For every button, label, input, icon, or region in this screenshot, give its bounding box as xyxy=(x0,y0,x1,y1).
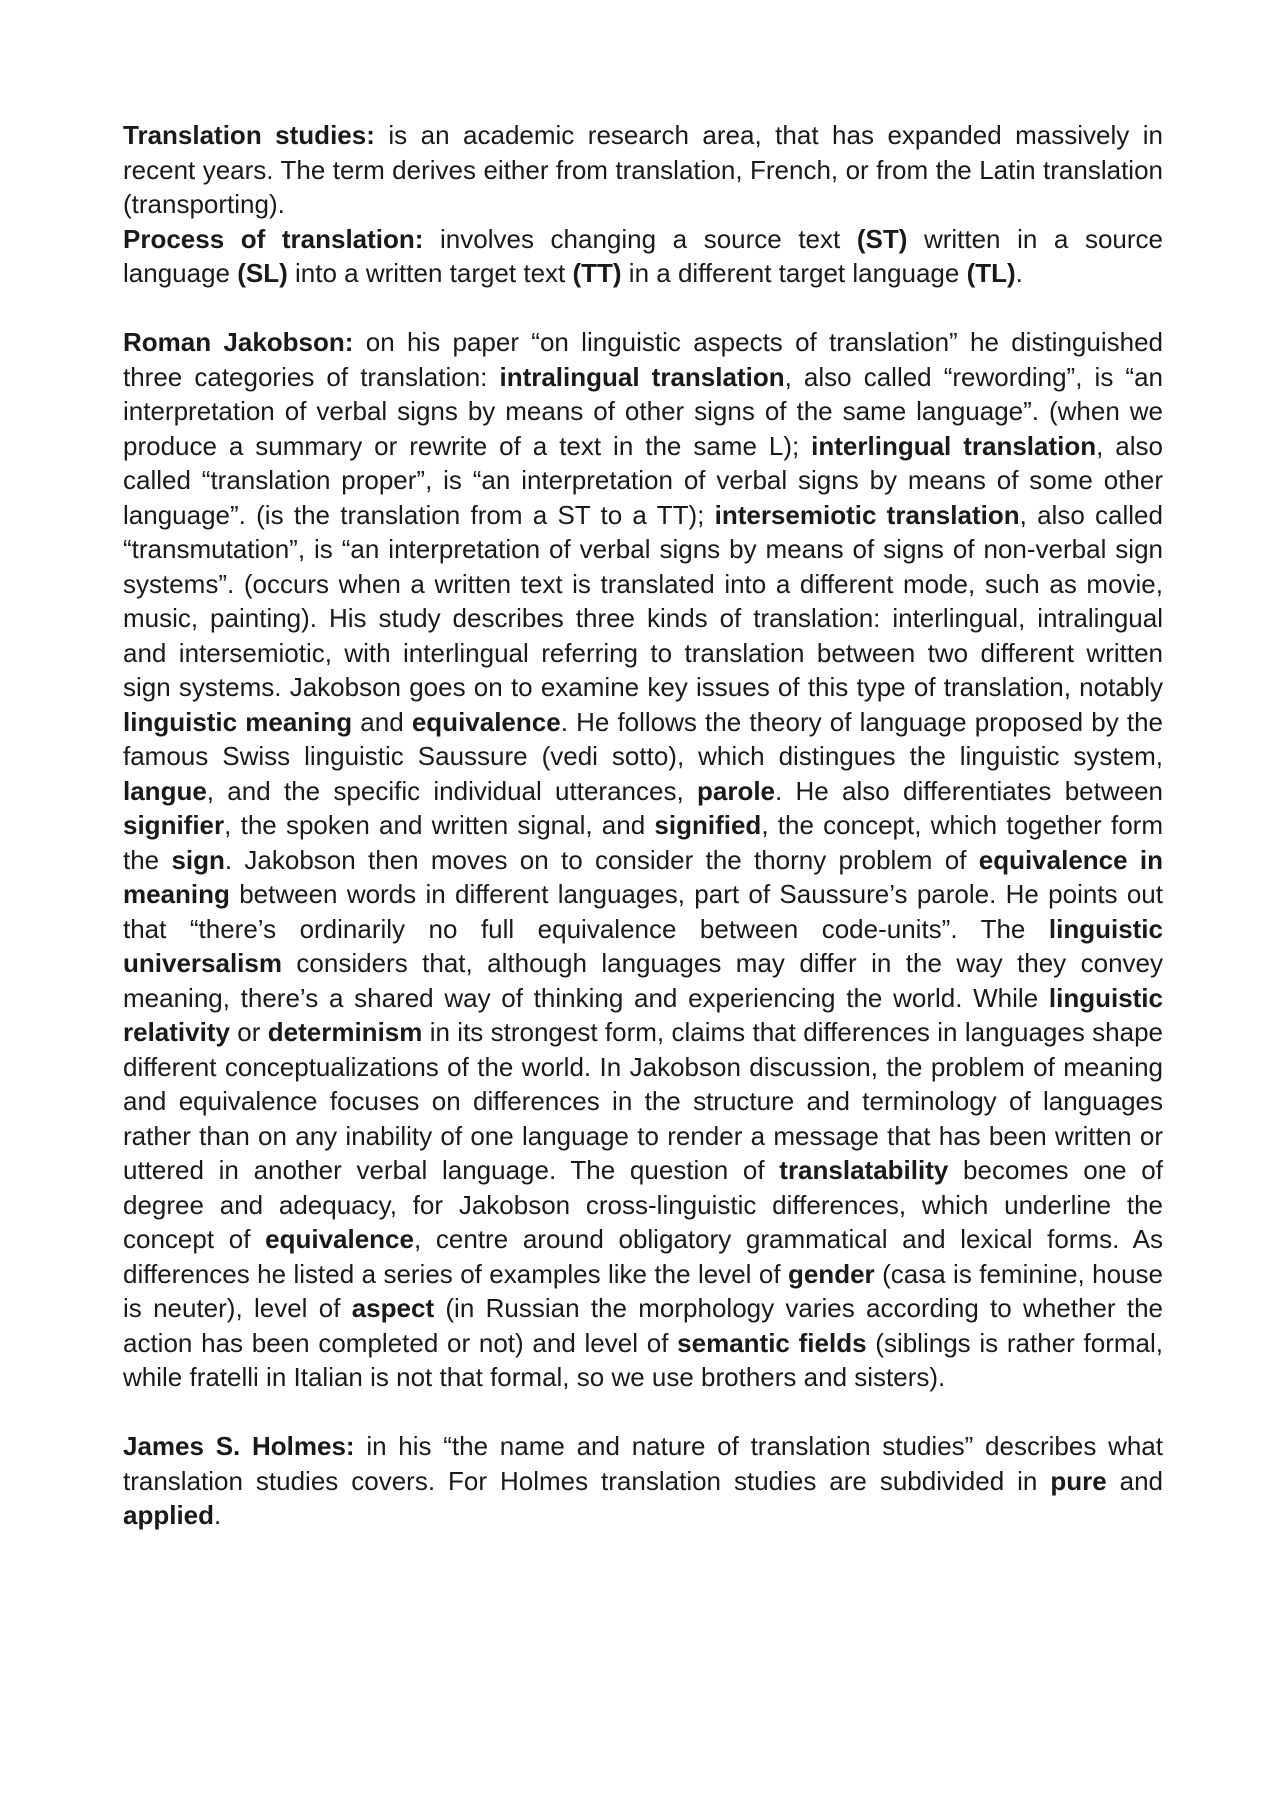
paragraph-spacer xyxy=(123,291,1163,326)
bold-term: signifier xyxy=(123,810,225,840)
bold-term: translatability xyxy=(779,1155,949,1185)
bold-term: Process of translation: xyxy=(123,223,424,254)
body-text: or xyxy=(229,1017,268,1047)
body-text: , the spoken and written signal, and xyxy=(224,810,655,840)
bold-term: (SL) xyxy=(237,258,288,288)
body-text: , the concept, which together form the xyxy=(123,810,1163,875)
body-text: in its strongest form, claims that differences in languages shape different conceptualizations of the world. In Jakobson discussion, the problem of meaning and equivalence focuses on differences in the structure and terminology of languages rather than on any inability of one language to render a message that has been written or uttered in another verbal language. The question of xyxy=(123,1017,1163,1185)
body-text: , also called “translation proper”, is “an interpretation of verbal signs by means of some other language”. (is the translation from a ST to a TT); xyxy=(123,430,1164,530)
body-text: , also called “rewording”, is “an interpretation of verbal signs by means of other signs of the same language”. (when we produce a summary or rewrite of a text in the same L); xyxy=(123,361,1163,461)
body-text: written in a source language xyxy=(123,223,1163,288)
paragraph-spacer xyxy=(123,1395,1163,1430)
body-text: . He follows the theory of language proposed by the famous Swiss linguistic Saussure (vedi sotto), which distingues the linguistic system, xyxy=(123,706,1164,771)
bold-term: (TT) xyxy=(572,258,622,288)
body-text: (siblings is rather formal, while fratelli in Italian is not that formal, so we use brothers and sisters). xyxy=(123,1327,1164,1392)
bold-term: James S. Holmes: xyxy=(123,1431,355,1461)
bold-term: applied xyxy=(123,1500,215,1530)
bold-term: parole xyxy=(696,775,776,806)
paragraph xyxy=(123,1429,1163,1533)
body-text: considers that, although languages may differ in the way they convey meaning, there’s a shared way of thinking and experiencing the world. While xyxy=(123,948,1163,1013)
bold-term: gender xyxy=(787,1258,875,1289)
body-text: between words in different languages, part of Saussure’s parole. He points out that “there’s ordinarily no full equivalence between code-units”. The xyxy=(123,879,1163,944)
bold-term: equivalence xyxy=(411,706,561,737)
bold-term: equivalence xyxy=(265,1224,414,1254)
bold-term: interlingual translation xyxy=(811,430,1097,461)
body-text: (casa is feminine, house is neuter), level of xyxy=(123,1258,1164,1323)
body-text: into a written target text xyxy=(287,258,573,288)
bold-term: equivalence in meaning xyxy=(123,844,1163,909)
paragraph xyxy=(123,222,1163,291)
body-text: , and the specific individual utterances, xyxy=(206,775,697,806)
bold-term: (TL) xyxy=(966,258,1016,288)
bold-term: sign xyxy=(171,844,225,875)
body-text: . Jakobson then moves on to consider the thorny problem of xyxy=(224,844,979,875)
body-text: becomes one of degree and adequacy, for Jakobson cross-linguistic differences, which underline the concept of xyxy=(123,1155,1163,1254)
bold-term: pure xyxy=(1050,1465,1107,1496)
paragraph xyxy=(123,118,1163,222)
body-text: and xyxy=(352,706,412,737)
body-text: . xyxy=(214,1500,222,1530)
bold-term: aspect xyxy=(351,1293,435,1323)
bold-term: langue xyxy=(123,775,207,806)
bold-term: linguistic relativity xyxy=(123,982,1163,1047)
body-text: is an academic research area, that has expanded massively in recent years. The term derives either from translation, French, or from the Latin translation (transporting). xyxy=(123,120,1164,219)
body-text: . He also differentiates between xyxy=(775,775,1163,806)
body-text: in his “the name and nature of translation studies” describes what translation studies covers. For Holmes translation studies are subdivided in xyxy=(123,1431,1163,1496)
bold-term: intralingual translation xyxy=(499,361,785,392)
bold-term: Roman Jakobson: xyxy=(123,327,354,357)
body-text: , also called “transmutation”, is “an interpretation of verbal signs by means of signs of non-verbal sign systems”. (occurs when a written text is translated into a different mode, such as movie, music, painting). His study describes three kinds of translation: interlingual, intralingual and intersemiotic, with interlingual referring to translation between two different written sign systems. Jakobson goes on to examine key issues of this type of translation, notably xyxy=(123,499,1163,702)
bold-term: determinism xyxy=(267,1017,423,1047)
body-text: on his paper “on linguistic aspects of translation” he distinguished three categories of translation: xyxy=(123,327,1163,392)
bold-term: (ST) xyxy=(856,223,908,254)
bold-term: signified xyxy=(654,810,762,840)
body-text: (in Russian the morphology varies according to whether the action has been completed or not) and level of xyxy=(123,1293,1163,1358)
bold-term: linguistic universalism xyxy=(123,913,1163,978)
bold-term: Translation studies: xyxy=(123,120,375,150)
body-text: in a different target language xyxy=(621,258,967,288)
bold-term: semantic fields xyxy=(677,1327,867,1358)
bold-term: intersemiotic translation xyxy=(714,499,1020,530)
paragraph xyxy=(123,325,1163,1395)
body-text: , centre around obligatory grammatical and lexical forms. As differences he listed a series of examples like the level of xyxy=(123,1224,1163,1289)
bold-term: linguistic meaning xyxy=(123,706,353,737)
body-text: involves changing a source text xyxy=(423,223,857,254)
body-text: . xyxy=(1015,258,1023,288)
document-page xyxy=(123,118,1163,1533)
body-text: and xyxy=(1106,1465,1163,1496)
